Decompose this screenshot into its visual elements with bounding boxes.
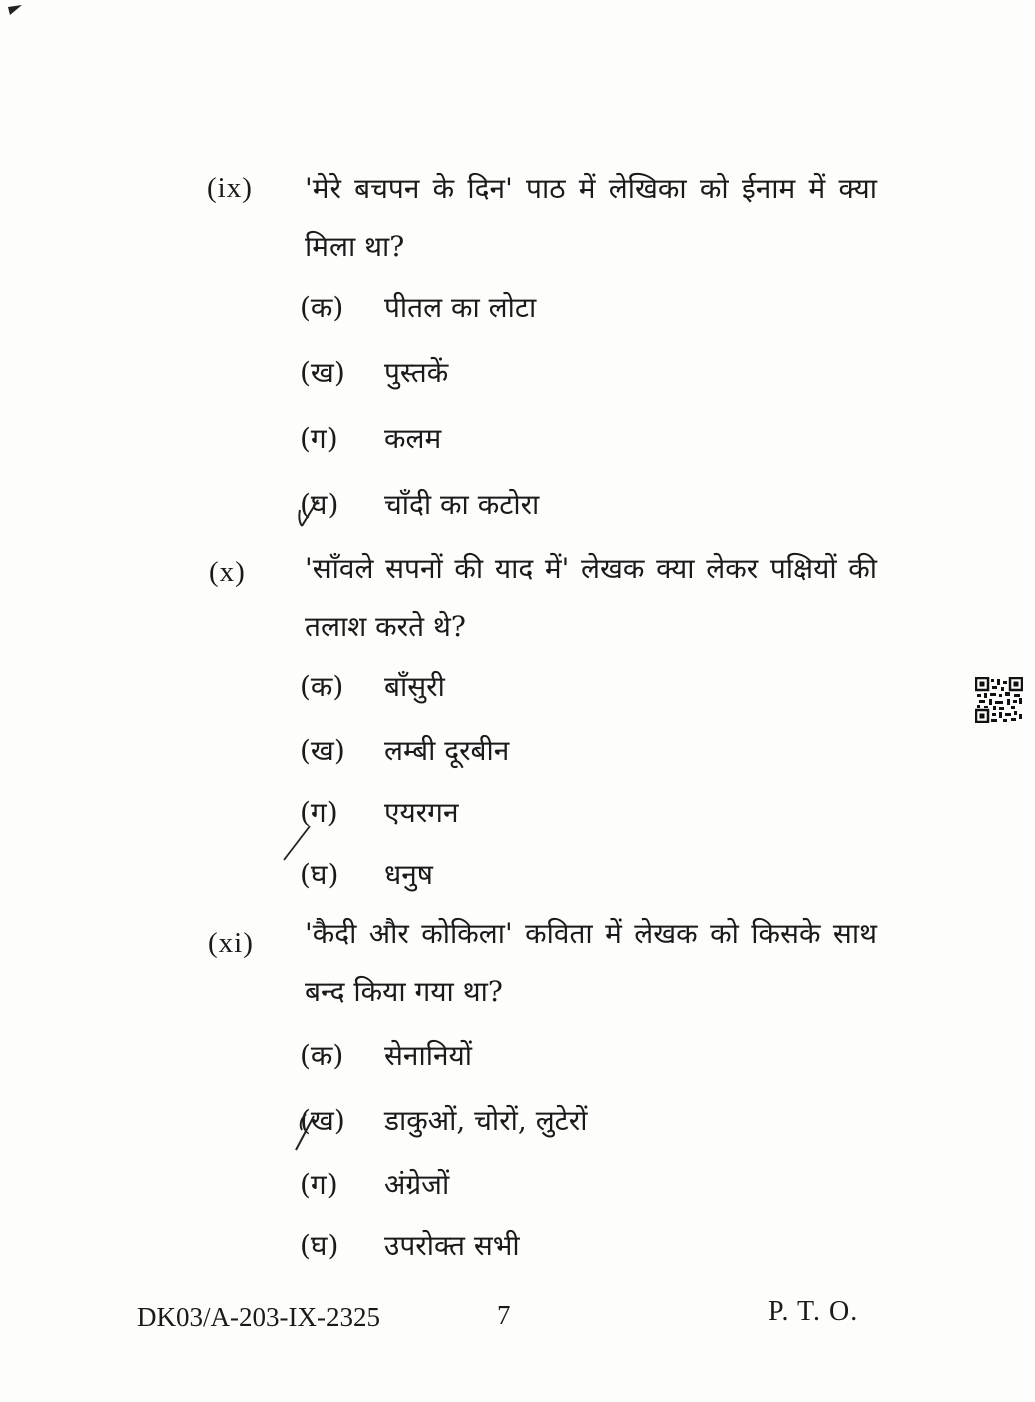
option-label: (ग) (300, 422, 338, 455)
option-label: (घ) (300, 1229, 339, 1262)
option-text: सेनानियों (384, 1039, 473, 1072)
paper-code: DK03/A-203-IX-2325 (137, 1302, 380, 1332)
answer-tick-mark-icon (294, 1108, 320, 1152)
qr-code-icon (975, 677, 1023, 723)
option-c (300, 793, 458, 833)
option-c (300, 1165, 449, 1205)
option-label: (ख) (300, 356, 345, 389)
option-b (300, 353, 448, 393)
option-d (300, 485, 539, 525)
option-text: पुस्तकें (384, 356, 449, 389)
option-c (300, 419, 441, 459)
answer-tick-mark-icon (280, 820, 316, 862)
option-label: (क) (300, 670, 344, 703)
question-text: 'साँवले सपनों की याद में' लेखक क्या लेकर पक्षियों की तलाश करते थे? (305, 552, 877, 643)
question-text: 'कैदी और कोकिला' कविता में लेखक को किसके साथ बन्द किया गया था? (305, 917, 877, 1008)
please-turn-over: P. T. O. (768, 1296, 859, 1327)
option-b (300, 1101, 588, 1141)
option-text: डाकुओं, चोरों, लुटेरों (384, 1104, 588, 1137)
option-text: चाँदी का कटोरा (384, 488, 540, 521)
option-label: (घ) (300, 858, 339, 891)
question-number: (ix) (207, 172, 253, 204)
option-d (300, 855, 433, 895)
option-b (300, 731, 509, 771)
option-label: (ग) (300, 1168, 338, 1201)
option-label: (ख) (300, 734, 345, 767)
option-text: बाँसुरी (384, 670, 445, 703)
option-a (300, 667, 445, 707)
option-label: (क) (300, 291, 344, 324)
option-d (300, 1226, 520, 1266)
answer-tick-mark-icon (296, 496, 322, 530)
option-text: लम्बी दूरबीन (384, 734, 510, 767)
option-text: धनुष (384, 858, 433, 891)
option-a (300, 288, 536, 328)
scan-corner-mark-icon (8, 5, 24, 17)
option-label: (ख) (300, 1104, 345, 1137)
option-label: (क) (300, 1039, 344, 1072)
option-label: (ग) (300, 796, 338, 829)
option-text: एयरगन (384, 796, 459, 829)
option-text: उपरोक्त सभी (384, 1229, 520, 1262)
option-text: कलम (384, 422, 442, 455)
option-label: (घ) (300, 488, 339, 521)
page-number: 7 (497, 1300, 511, 1330)
option-text: अंग्रेजों (384, 1168, 450, 1201)
option-text: पीतल का लोटा (384, 291, 537, 324)
question-text: 'मेरे बचपन के दिन' पाठ में लेखिका को ईनाम में क्या मिला था? (305, 172, 877, 263)
option-a (300, 1036, 472, 1076)
question-number: (xi) (208, 927, 254, 959)
question-number: (x) (209, 556, 246, 588)
